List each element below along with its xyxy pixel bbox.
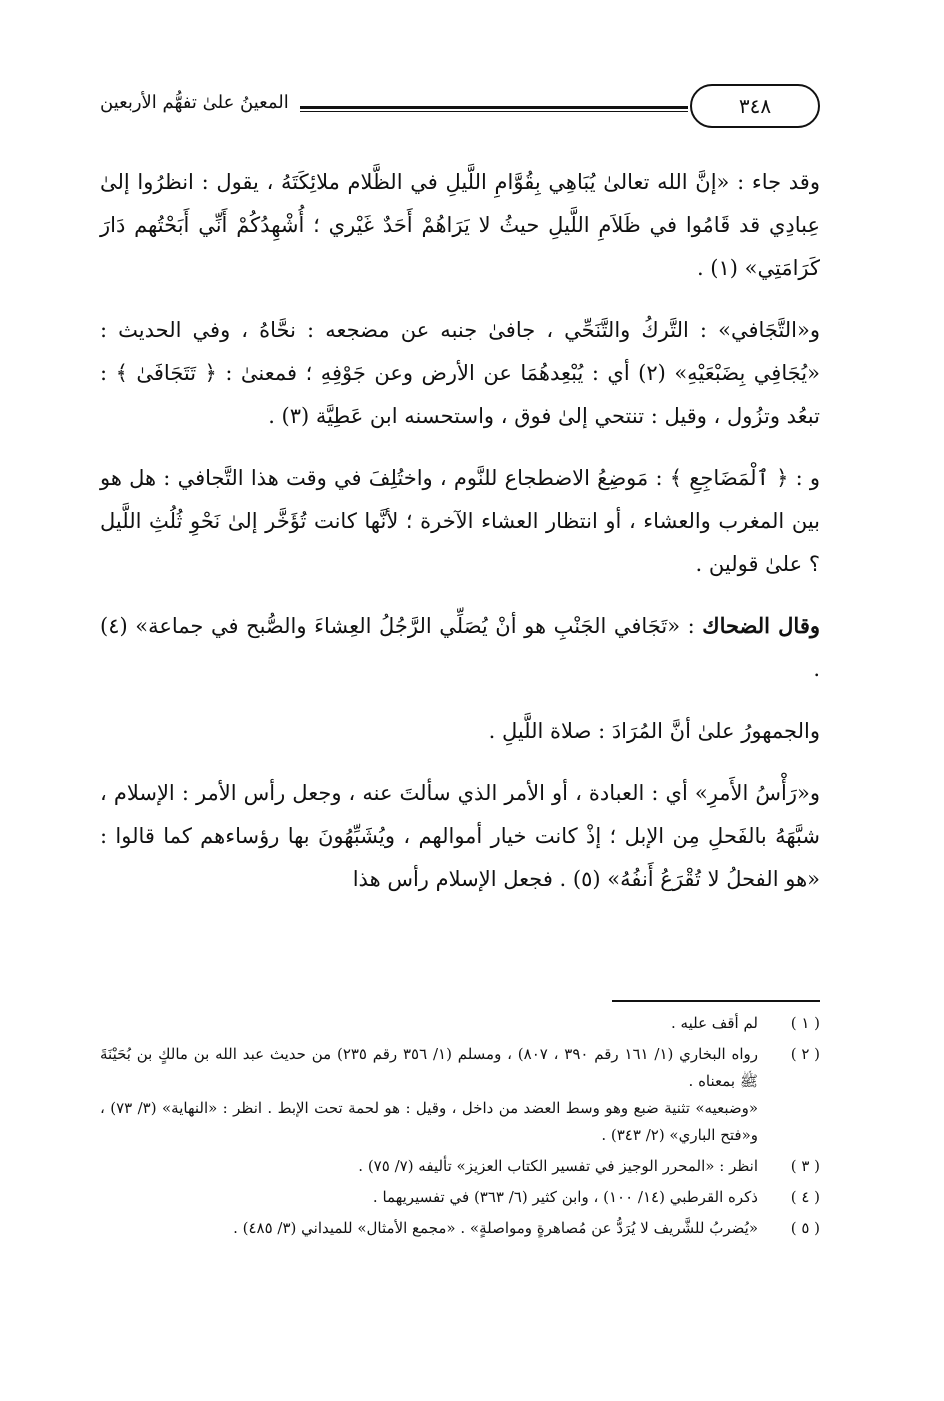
paragraph: وقد جاء : «إنَّ الله تعالىٰ يُبَاهِي بِقُوَّامِ اللَّيلِ في الظَّلام ملائِكَتَهُ ، يقول : انظرُوا إلىٰ عِبادِي قد قَامُوا في ظَلاَمِ اللَّيلِ حيثُ لا يَرَاهُمْ أَحَدٌ غَيْري ؛ أُشْهِدُكُمْ أَنِّي أَبَحْتُهم دَارَ كَرَامَتِي» (١) . [100, 170, 820, 280]
footnote-text: «يُضربُ للشَّريف لا يُرَدُّ عن مُصاهرةٍ ومواصلةٍ» . «مجمع الأمثال» للميداني (٣/ ٤٨٥) . [233, 1219, 758, 1237]
header-rule [300, 106, 688, 112]
paragraph: والجمهورُ علىٰ أنَّ المُرَادَ : صلاة اللَّيلِ . [488, 719, 820, 743]
running-header [100, 84, 820, 132]
running-title: المعينُ علىٰ تفهُّم الأربعين [100, 92, 289, 113]
footnote [100, 1041, 820, 1149]
footnotes [100, 1010, 820, 1246]
paragraph: و : ﴿ ٱلْمَضَاجِعِ ﴾ : مَوضِعُ الاضطجاع للنَّوم ، واختُلِفَ في وقت هذا التَّجافي : هل هو بين المغرب والعشاء ، أو انتظار العشاء الآخرة ؛ لأنَّها كانت تُؤَخَّر إلىٰ نَحْوِ ثُلُثِ اللَّيل ؟ علىٰ قولين . [100, 466, 820, 576]
footnote-text: انظر : «المحرر الوجيز في تفسير الكتاب العزيز» تأليفه (٧/ ٧٥) . [358, 1157, 758, 1175]
page-number: ٣٤٨ [690, 84, 820, 128]
footnote-text: رواه البخاري (١/ ١٦١ رقم ٣٩٠ ، ٨٠٧) ، ومسلم (١/ ٣٥٦ رقم ٢٣٥) من حديث عبد الله بن مالكٍ بن بُحَيْنَةَ ﷺ بمعناه . [100, 1045, 758, 1090]
footnote-number: ( ١ ) [790, 1014, 820, 1032]
footnote-number: ( ٢ ) [790, 1045, 820, 1063]
footnote-text: لم أقف عليه . [671, 1014, 758, 1032]
footnote-text: «وضبعيه» تثنية ضبع وهو وسط العضد من داخل ، وقيل : هو لحمة تحت الإبط . انظر : «النهاية» (٣/ ٧٣) ، و«فتح الباري» (٢/ ٣٤٣) . [100, 1099, 758, 1144]
footnote [100, 1010, 820, 1037]
footnote-number: ( ٥ ) [790, 1219, 820, 1237]
footnote-text: ذكره القرطبي (١٤/ ١٠٠) ، وابن كثير (٦/ ٣٦٣) في تفسيريهما . [372, 1188, 758, 1206]
footnote-number: ( ٣ ) [790, 1157, 820, 1175]
main-text [100, 160, 820, 919]
paragraph: و«التَّجَافي» : التَّركُ والتَّنَحِّي ، جافىٰ جنبه عن مضجعه : نحَّاهُ ، وفي الحديث : «يُجَافِي بِضَبْعَيْهِ» (٢) أي : يُبْعِدهُمَا عن الأرض وعن جَوْفِهِ ؛ فمعنىٰ : ﴿ تَتَجَافَىٰ ﴾ : تبعُد وتزُول ، وقيل : تنتحي إلىٰ فوق ، واستحسنه ابن عَطِيَّة (٣) . [100, 318, 820, 428]
footnote [100, 1184, 820, 1211]
paragraph: و«رَأْسُ الأَمرِ» أي : العبادة ، أو الأمر الذي سألتَ عنه ، وجعل رأس الأمر : الإسلام ، شبَّهَهُ بالفَحلِ مِن الإبل ؛ إذْ كانت خيار أموالهم ، ويُشَبِّهُونَ بها رؤساءهم كما قالوا : «هو الفحلُ لا تُقْرَعُ أَنفُهُ» (٥) . فجعل الإسلام رأس هذا [100, 781, 820, 891]
paragraph: وقال الضحاك : «تَجَافي الجَنْبِ هو أنْ يُصَلِّي الرَّجُلُ العِشاءَ والصُّبح في جماعة» (٤) . [100, 613, 820, 681]
footnote [100, 1153, 820, 1180]
footnote-number: ( ٤ ) [790, 1188, 820, 1206]
footnote [100, 1215, 820, 1242]
footnote-separator [612, 1000, 820, 1002]
